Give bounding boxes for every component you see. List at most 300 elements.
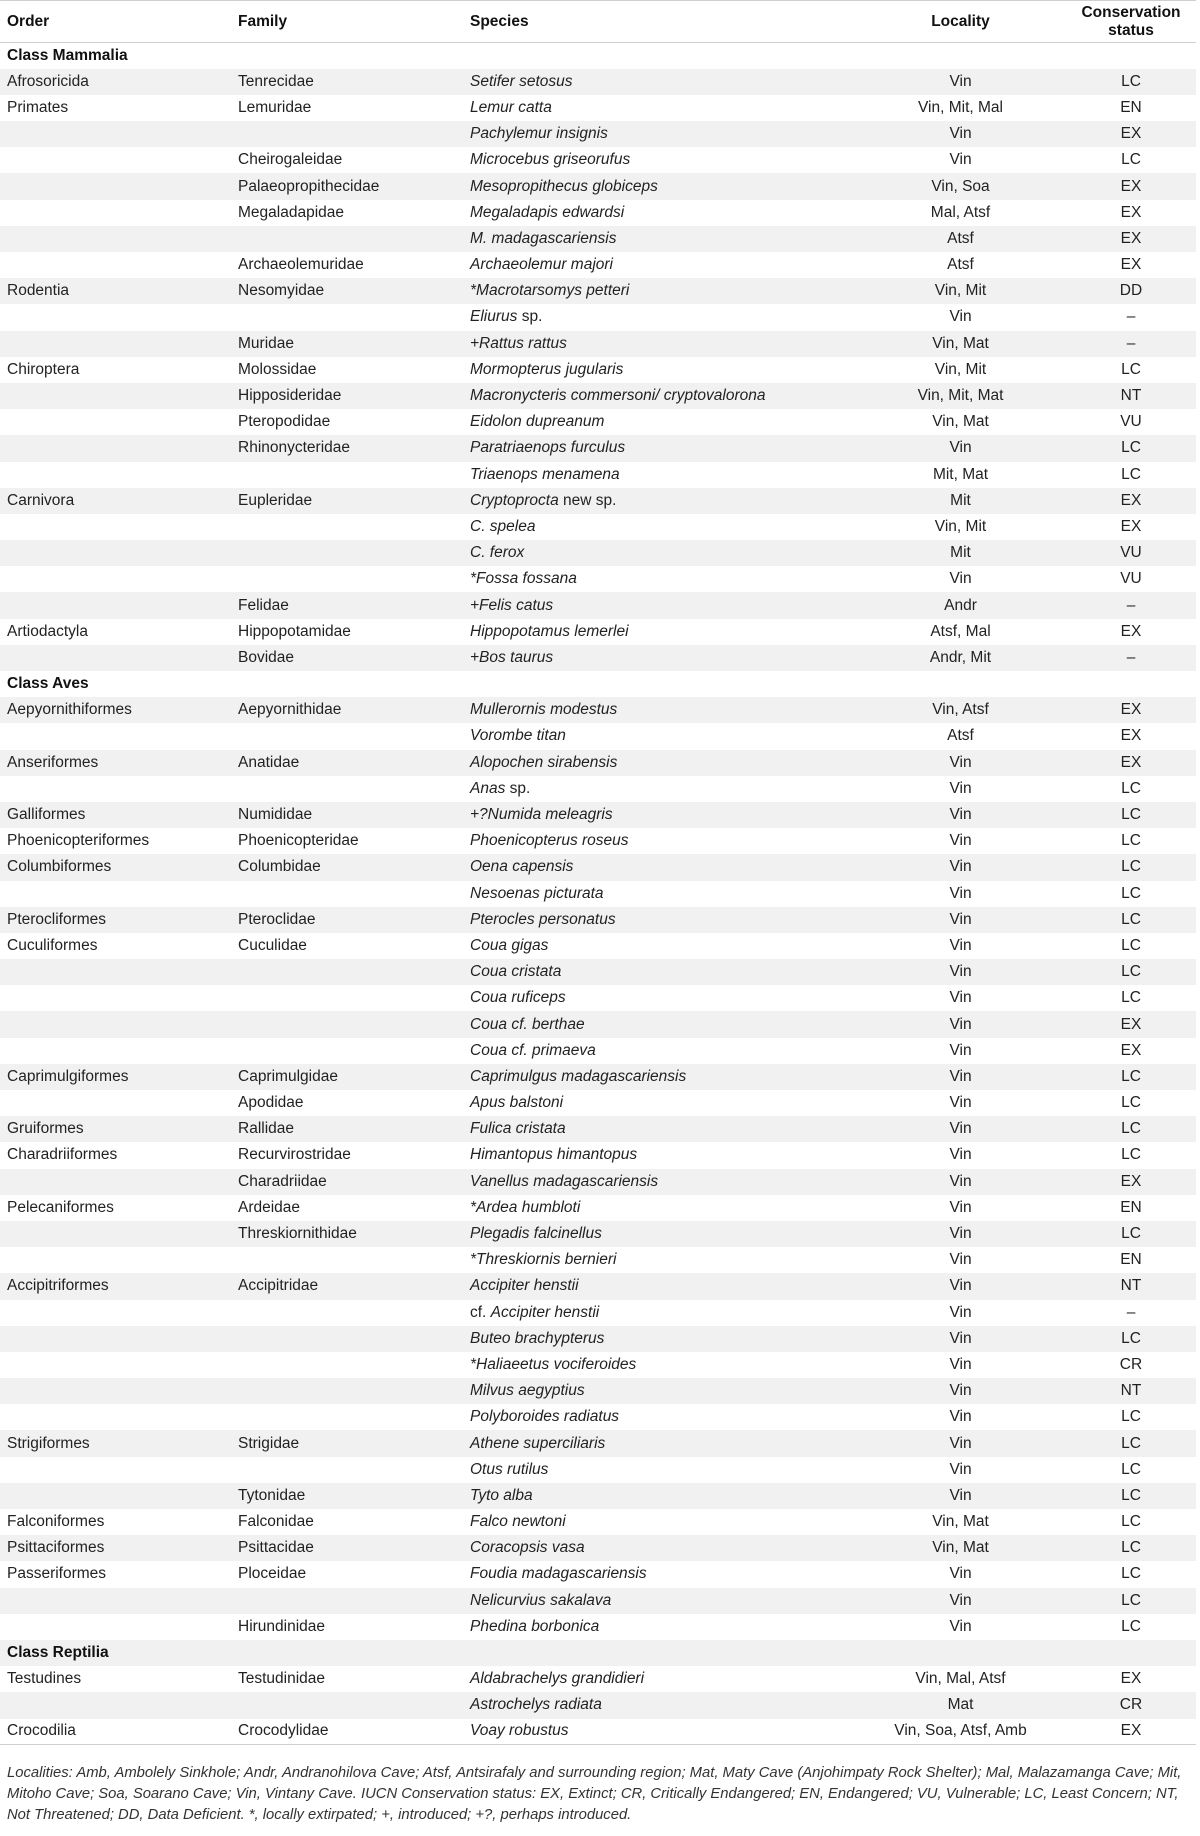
conservation-status-cell: LC (1066, 1430, 1196, 1456)
locality-cell: Vin (949, 1408, 972, 1426)
locality-cell: Vin (855, 1273, 1066, 1299)
locality-cell: Vin (855, 1378, 1066, 1404)
table-header (0, 1, 1196, 43)
species-cell (463, 1561, 855, 1587)
species-name: *Haliaeetus vociferoides (470, 1355, 637, 1373)
family-cell (231, 985, 463, 1011)
header-row (0, 1, 1196, 43)
class-heading-row (0, 671, 1196, 697)
order-cell: Primates (7, 98, 69, 116)
family-cell: Cuculidae (238, 936, 307, 954)
family-cell (231, 1692, 463, 1718)
locality-cell: Atsf (947, 256, 974, 274)
locality-cell: Vin, Soa, Atsf, Amb (855, 1719, 1066, 1745)
family-cell (231, 1011, 463, 1037)
locality-cell: Vin (949, 1251, 972, 1269)
family-cell: Hippopotamidae (238, 622, 351, 640)
locality-cell: Vin (949, 1198, 972, 1216)
table-row (0, 200, 1196, 226)
header-family: Family (231, 1, 463, 43)
species-cell (463, 488, 855, 514)
species-name: Hippopotamus lemerlei (470, 622, 629, 640)
species-name: *Threskiornis bernieri (470, 1251, 617, 1269)
locality-cell: Vin, Mal, Atsf (915, 1670, 1006, 1688)
family-cell (231, 1300, 463, 1326)
family-cell (231, 1326, 463, 1352)
order-cell (0, 252, 231, 278)
species-name: Accipiter henstii (490, 1303, 600, 1321)
table-row (0, 514, 1196, 540)
order-cell: Gruiformes (0, 1116, 231, 1142)
order-cell (0, 540, 231, 566)
table-row (0, 488, 1196, 514)
locality-cell: Vin (855, 1064, 1066, 1090)
conservation-status-cell: LC (1121, 779, 1141, 797)
locality-cell: Vin (949, 1460, 972, 1478)
table-row (0, 1142, 1196, 1168)
order-cell (0, 1038, 231, 1064)
order-cell: Crocodilia (0, 1719, 231, 1745)
table-row (0, 1090, 1196, 1116)
species-cell (463, 147, 855, 173)
header-locality: Locality (855, 1, 1066, 43)
species-cell (463, 226, 855, 252)
species-qualifier: sp. (517, 308, 543, 326)
conservation-status-cell: EN (1120, 1251, 1142, 1269)
locality-cell: Mit (855, 488, 1066, 514)
table-row (0, 278, 1196, 304)
conservation-status-cell: LC (1066, 802, 1196, 828)
order-cell (0, 645, 231, 671)
table-row (0, 304, 1196, 330)
table-row (0, 776, 1196, 802)
locality-cell: Vin (949, 779, 972, 797)
species-cell (463, 723, 855, 749)
family-cell (231, 723, 463, 749)
species-cell (463, 252, 855, 278)
species-name: M. madagascariensis (470, 229, 617, 247)
locality-cell: Vin, Atsf (855, 697, 1066, 723)
locality-cell: Vin, Mat (855, 331, 1066, 357)
table-row (0, 723, 1196, 749)
family-cell: Cheirogaleidae (238, 151, 343, 169)
family-cell: Strigidae (231, 1430, 463, 1456)
species-name: +?Numida meleagris (470, 806, 613, 824)
order-cell (0, 173, 231, 199)
family-cell: Threskiornithidae (231, 1221, 463, 1247)
locality-cell: Vin (855, 1116, 1066, 1142)
species-cell (463, 1509, 855, 1535)
species-name: Pachylemur insignis (470, 125, 608, 143)
conservation-status-cell: VU (1120, 413, 1142, 431)
table-row (0, 1169, 1196, 1195)
species-name: Mesopropithecus globiceps (470, 177, 658, 195)
family-cell (231, 1404, 463, 1430)
species-cell (463, 1719, 855, 1745)
species-qualifier: cf. (470, 1303, 491, 1321)
locality-cell: Vin (949, 989, 972, 1007)
species-name: Caprimulgus madagascariensis (470, 1067, 687, 1085)
locality-cell: Vin, Mit, Mal (918, 98, 1003, 116)
species-name: Voay robustus (470, 1722, 569, 1740)
species-cell (463, 331, 855, 357)
conservation-status-cell: LC (1121, 1565, 1141, 1583)
species-name: Accipiter henstii (470, 1277, 579, 1295)
conservation-status-cell: LC (1066, 1116, 1196, 1142)
species-name: *Macrotarsomys petteri (470, 282, 630, 300)
family-cell: Ardeidae (238, 1198, 301, 1216)
species-name: Oena capensis (470, 858, 574, 876)
table-row (0, 1719, 1196, 1745)
table-row (0, 1404, 1196, 1430)
locality-cell: Vin (855, 1221, 1066, 1247)
order-cell: Strigiformes (0, 1430, 231, 1456)
table-row (0, 933, 1196, 959)
order-cell (0, 723, 231, 749)
species-cell (463, 514, 855, 540)
conservation-status-cell: LC (1121, 989, 1141, 1007)
order-cell: Aepyornithiformes (0, 697, 231, 723)
conservation-status-cell: LC (1121, 465, 1141, 483)
family-cell: Recurvirostridae (238, 1146, 351, 1164)
species-cell (463, 1064, 855, 1090)
species-cell (463, 1588, 855, 1614)
locality-cell: Vin (949, 570, 972, 588)
family-cell: Palaeopropithecidae (231, 173, 463, 199)
family-cell: Psittacidae (231, 1535, 463, 1561)
family-cell (231, 121, 463, 147)
conservation-status-cell: LC (1121, 1513, 1141, 1531)
species-cell (463, 828, 855, 854)
table-row (0, 1457, 1196, 1483)
table-row (0, 566, 1196, 592)
order-cell: Rodentia (0, 278, 231, 304)
locality-cell: Vin (949, 1094, 972, 1112)
table-row (0, 1195, 1196, 1221)
species-name: Lemur catta (470, 98, 552, 116)
locality-cell: Vin, Mit (934, 360, 987, 378)
conservation-status-cell: EX (1120, 727, 1142, 745)
order-cell (0, 147, 231, 173)
species-cell (463, 802, 855, 828)
table-row (0, 226, 1196, 252)
species-cell (463, 1378, 855, 1404)
table-row (0, 592, 1196, 618)
species-name: Coua cf. primaeva (470, 1041, 596, 1059)
locality-cell: Vin (855, 1169, 1066, 1195)
table-row (0, 69, 1196, 95)
family-cell: Lemuridae (238, 98, 312, 116)
table-row (0, 1561, 1196, 1587)
table-row (0, 1326, 1196, 1352)
conservation-status-cell: EX (1066, 488, 1196, 514)
conservation-status-cell: EX (1066, 1169, 1196, 1195)
species-name: Milvus aegyptius (470, 1382, 585, 1400)
family-cell: Megaladapidae (238, 203, 345, 221)
species-cell (463, 1116, 855, 1142)
table-row (0, 540, 1196, 566)
locality-cell: Vin (855, 1483, 1066, 1509)
table-row (0, 1483, 1196, 1509)
locality-cell: Atsf (947, 727, 974, 745)
species-name: Falco newtoni (470, 1513, 566, 1531)
conservation-status-cell: NT (1066, 383, 1196, 409)
species-name: Triaenops menamena (470, 465, 620, 483)
family-cell (231, 1457, 463, 1483)
order-cell (0, 1247, 231, 1273)
species-cell (463, 1011, 855, 1037)
order-cell (0, 959, 231, 985)
table-row (0, 1038, 1196, 1064)
species-name: Archaeolemur majori (470, 256, 613, 274)
locality-cell: Vin (949, 308, 972, 326)
locality-cell: Vin (949, 1146, 972, 1164)
table-row (0, 645, 1196, 671)
species-name: Vanellus madagascariensis (470, 1172, 659, 1190)
species-cell (463, 1666, 855, 1692)
locality-cell: Vin (855, 1430, 1066, 1456)
species-name: Nelicurvius sakalava (470, 1591, 612, 1609)
table-row (0, 1352, 1196, 1378)
species-name: Polyboroides radiatus (470, 1408, 620, 1426)
order-cell (0, 462, 231, 488)
order-cell (0, 1588, 231, 1614)
locality-cell: Vin, Mit (934, 517, 987, 535)
table-row (0, 1614, 1196, 1640)
table-row (0, 462, 1196, 488)
family-cell: Caprimulgidae (231, 1064, 463, 1090)
species-cell (463, 1352, 855, 1378)
species-name: Anas (470, 779, 506, 797)
conservation-status-cell: – (1066, 331, 1196, 357)
species-name: +Bos taurus (470, 648, 554, 666)
order-cell: Pelecaniformes (7, 1198, 114, 1216)
species-cell (463, 1457, 855, 1483)
table-row (0, 802, 1196, 828)
conservation-status-cell: EN (1120, 98, 1142, 116)
species-cell (463, 383, 855, 409)
table-row (0, 147, 1196, 173)
conservation-status-cell: VU (1120, 570, 1142, 588)
species-qualifier: new sp. (558, 491, 617, 509)
locality-cell: Vin, Soa (855, 173, 1066, 199)
species-name: Mormopterus jugularis (470, 360, 624, 378)
species-cell (463, 1038, 855, 1064)
conservation-status-cell: LC (1121, 1146, 1141, 1164)
species-cell (463, 200, 855, 226)
species-name: Eliurus (470, 308, 518, 326)
species-name: +Rattus rattus (470, 334, 567, 352)
species-cell (463, 933, 855, 959)
species-cell (463, 619, 855, 645)
species-cell (463, 1247, 855, 1273)
species-cell (463, 1692, 855, 1718)
locality-cell: Vin (855, 1326, 1066, 1352)
table-row (0, 1666, 1196, 1692)
class-heading-row (0, 1640, 1196, 1666)
conservation-status-cell: LC (1121, 1408, 1141, 1426)
conservation-status-cell: CR (1066, 1692, 1196, 1718)
order-cell (0, 200, 231, 226)
species-cell (463, 881, 855, 907)
table-row (0, 383, 1196, 409)
table-row (0, 697, 1196, 723)
conservation-status-cell: LC (1066, 1221, 1196, 1247)
conservation-status-cell: LC (1121, 936, 1141, 954)
table-row (0, 854, 1196, 880)
species-name: Athene superciliaris (470, 1434, 606, 1452)
locality-cell: Vin (949, 1355, 972, 1373)
species-name: Tyto alba (470, 1486, 533, 1504)
conservation-status-cell: EX (1120, 517, 1142, 535)
family-cell: Crocodylidae (231, 1719, 463, 1745)
family-cell: Eupleridae (231, 488, 463, 514)
order-cell: Falconiformes (7, 1513, 105, 1531)
header-conservation-status: Conservation status (1066, 1, 1196, 43)
species-name: Coua ruficeps (470, 989, 566, 1007)
species-cell (463, 985, 855, 1011)
order-cell (0, 304, 231, 330)
locality-cell: Vin (949, 1303, 972, 1321)
locality-cell: Vin (855, 854, 1066, 880)
locality-cell: Vin (949, 1565, 972, 1583)
species-cell (463, 697, 855, 723)
species-name: Himantopus himantopus (470, 1146, 638, 1164)
species-name: Astrochelys radiata (470, 1696, 602, 1714)
conservation-status-cell: EX (1066, 173, 1196, 199)
table-row (0, 252, 1196, 278)
table-row (0, 1064, 1196, 1090)
order-cell: Phoenicopteriformes (7, 832, 150, 850)
locality-cell: Mit, Mat (932, 465, 989, 483)
family-cell: Pteroclidae (231, 907, 463, 933)
table-row (0, 828, 1196, 854)
locality-cell: Atsf, Mal (930, 622, 991, 640)
table-row (0, 409, 1196, 435)
table-row (0, 1247, 1196, 1273)
class-heading: Class Mammalia (7, 46, 128, 64)
species-cell (463, 1195, 855, 1221)
conservation-status-cell: LC (1121, 1617, 1141, 1635)
species-cell (463, 95, 855, 121)
conservation-status-cell: EX (1066, 1011, 1196, 1037)
family-cell: Hirundinidae (238, 1617, 326, 1635)
table-row (0, 750, 1196, 776)
species-cell (463, 121, 855, 147)
locality-cell: Vin (855, 959, 1066, 985)
family-cell: Testudinidae (238, 1670, 326, 1688)
conservation-status-cell: EX (1120, 622, 1142, 640)
family-cell: Aepyornithidae (231, 697, 463, 723)
conservation-status-cell: DD (1066, 278, 1196, 304)
family-cell: Molossidae (238, 360, 317, 378)
order-cell (0, 226, 231, 252)
family-cell: Anatidae (231, 750, 463, 776)
species-cell (463, 435, 855, 461)
species-name: Paratriaenops furculus (470, 439, 626, 457)
species-cell (463, 1221, 855, 1247)
order-cell (0, 566, 231, 592)
species-cell (463, 69, 855, 95)
table-row (0, 95, 1196, 121)
species-cell (463, 540, 855, 566)
family-cell: Pteropodidae (238, 413, 331, 431)
species-cell (463, 1169, 855, 1195)
species-name: Foudia madagascariensis (470, 1565, 647, 1583)
species-name: Nesoenas picturata (470, 884, 604, 902)
species-name: Coua cristata (470, 963, 562, 981)
conservation-status-cell: LC (1066, 69, 1196, 95)
family-cell: Rhinonycteridae (231, 435, 463, 461)
order-cell (0, 383, 231, 409)
species-name: Pterocles personatus (470, 910, 616, 928)
conservation-status-cell: EX (1120, 256, 1142, 274)
locality-cell: Vin (949, 936, 972, 954)
table-row (0, 1588, 1196, 1614)
family-cell: Felidae (231, 592, 463, 618)
family-cell: Accipitridae (231, 1273, 463, 1299)
species-name: *Fossa fossana (470, 570, 577, 588)
family-cell (231, 514, 463, 540)
locality-cell: Vin (855, 802, 1066, 828)
order-cell (0, 592, 231, 618)
family-cell (231, 462, 463, 488)
order-cell: Pterocliformes (0, 907, 231, 933)
locality-cell: Vin (949, 1617, 972, 1635)
conservation-status-cell: LC (1066, 854, 1196, 880)
species-name: Plegadis falcinellus (470, 1225, 602, 1243)
species-name: +Felis catus (470, 596, 554, 614)
family-cell: Hipposideridae (231, 383, 463, 409)
family-cell: Rallidae (231, 1116, 463, 1142)
species-qualifier: sp. (505, 779, 531, 797)
species-cell (463, 566, 855, 592)
conservation-status-cell: EX (1066, 226, 1196, 252)
conservation-status-cell: LC (1121, 1094, 1141, 1112)
family-cell (231, 1352, 463, 1378)
locality-cell: Mit (855, 540, 1066, 566)
locality-cell: Vin (949, 832, 972, 850)
family-cell: Archaeolemuridae (238, 256, 364, 274)
family-cell: Bovidae (231, 645, 463, 671)
species-cell (463, 1273, 855, 1299)
conservation-status-cell: EN (1120, 1198, 1142, 1216)
conservation-status-cell: CR (1119, 1355, 1143, 1373)
species-cell (463, 1090, 855, 1116)
species-name: C. ferox (470, 544, 525, 562)
species-name: Setifer setosus (470, 72, 573, 90)
order-cell (0, 1011, 231, 1037)
table-row (0, 121, 1196, 147)
species-cell (463, 645, 855, 671)
species-cell (463, 1614, 855, 1640)
order-cell (0, 1483, 231, 1509)
species-name: Alopochen sirabensis (470, 753, 618, 771)
species-name: Vorombe titan (470, 727, 566, 745)
locality-cell: Vin, Mat (855, 1535, 1066, 1561)
order-cell (0, 1457, 231, 1483)
conservation-status-cell: LC (1066, 435, 1196, 461)
conservation-status-cell: LC (1066, 1326, 1196, 1352)
order-cell (0, 1326, 231, 1352)
order-cell: Cuculiformes (7, 936, 98, 954)
order-cell: Chiroptera (7, 360, 80, 378)
table-footnote: Localities: Amb, Ambolely Sinkhole; Andr, Andranohilova Cave; Atsf, Antsirafaly and surrounding region; Mat, Maty Cave (Anjohimpaty Rock Shelter); Mal, Malazamanga Cave; Mit, Mitoho Cave; Soa, Soarano Cave; Vin, Vintany Cave. IUCN Conservation status: EX, Extinct; CR, Critically Endangered; EN, Endangered; VU, Vulnerable; LC, Least Concern; NT, Not Threatened; DD, Data Deficient. *, locally extirpated; +, introduced; +?, perhaps introduced. (7, 1765, 1182, 1823)
conservation-status-cell: LC (1066, 1483, 1196, 1509)
order-cell (0, 776, 231, 802)
conservation-status-cell: LC (1121, 1460, 1141, 1478)
family-cell (231, 540, 463, 566)
